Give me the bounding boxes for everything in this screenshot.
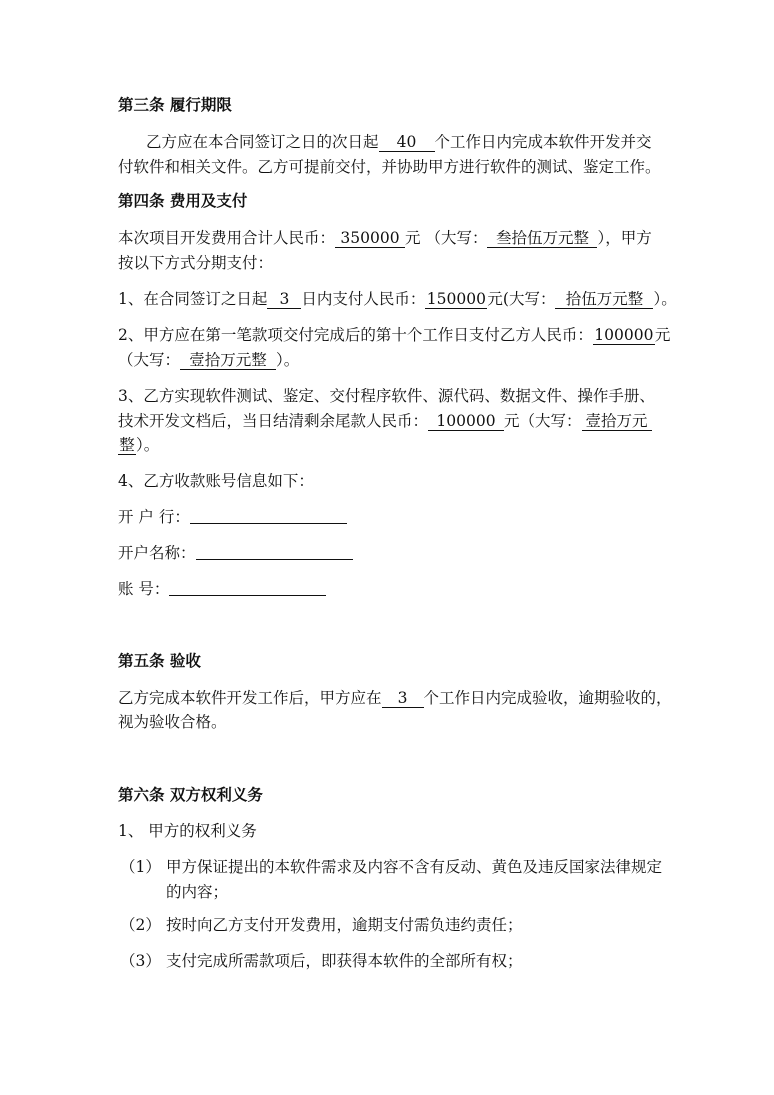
clause-3-number: （3）: [120, 952, 161, 970]
bank-blank-line: [190, 507, 347, 524]
installment-2-line1: [118, 324, 670, 346]
article-3-paragraph-line1: [146, 131, 652, 153]
installment-1-days: 3: [267, 290, 301, 309]
installment-3-line1: 3、乙方实现软件测试、鉴定、交付程序软件、源代码、数据文件、操作手册、: [118, 387, 655, 405]
clause-1-line2: 的内容；: [166, 883, 229, 901]
delivery-days-value: 40: [379, 133, 435, 152]
account-number-field-row: [118, 578, 326, 600]
installment-2-caps-label: （大写：: [118, 351, 181, 369]
clause-2-text: 按时向乙方支付开发费用，逾期支付需负违约责任；: [166, 916, 523, 934]
installment-1-text-b: 日内支付人民币：: [301, 290, 426, 308]
installment-2-line2: [118, 349, 299, 371]
installment-1-amount: 150000: [426, 290, 486, 308]
article-3-heading: 第三条 履行期限: [118, 96, 232, 114]
total-fee-line2: 按以下方式分期支付：: [118, 254, 274, 272]
article-5-text-b: 个工作日内完成验收，逾期验收的，: [423, 689, 672, 707]
account-name-field-row: [118, 542, 353, 564]
installment-1-text-a: 1、在合同签订之日起: [118, 290, 268, 308]
installment-2-unit: 元: [654, 326, 671, 344]
article-5-line1: [118, 687, 672, 709]
installment-3-caps-part2: 整: [119, 436, 135, 454]
total-fee-label: 本次项目开发费用合计人民币：: [118, 229, 336, 247]
installment-1-caps: 拾伍万元整: [555, 290, 653, 309]
total-fee-caps-label: 元 （大写：: [405, 229, 488, 247]
total-fee-tail: ），甲方: [597, 229, 652, 247]
installment-3-caps-label: 元（大写：: [504, 412, 582, 430]
article-4-heading: 第四条 费用及支付: [118, 192, 248, 210]
installment-2-caps: 壹拾万元整: [180, 351, 276, 370]
total-fee-caps: 叁拾伍万元整: [487, 229, 597, 248]
installment-1-caps-label: 元(大写：: [487, 290, 556, 308]
article-3-paragraph-line2: 付软件和相关文件。乙方可提前交付，并协助甲方进行软件的测试、鉴定工作。: [118, 158, 661, 176]
account-number-label: 账 号：: [118, 580, 170, 598]
acceptance-days-value: 3: [382, 689, 424, 708]
article-5-text-a: 乙方完成本软件开发工作后，甲方应在: [118, 689, 382, 707]
installment-3-tail: ）。: [136, 436, 160, 454]
total-fee-line: [118, 227, 652, 249]
installment-4: 4、乙方收款账号信息如下：: [118, 472, 314, 490]
party-a-rights-subheading: 1、 甲方的权利义务: [118, 822, 257, 840]
account-name-blank-line: [196, 543, 353, 560]
article-6-heading: 第六条 双方权利义务: [118, 786, 263, 804]
bank-field-row: [118, 506, 347, 528]
article-3-text-b: 个工作日内完成本软件开发并交: [434, 133, 652, 151]
installment-3-text-a: 技术开发文档后，当日结清剩余尾款人民币：: [118, 412, 429, 430]
installment-3-line3: [118, 434, 159, 456]
clause-2-number: （2）: [120, 916, 161, 934]
installment-2-text-a: 2、甲方应在第一笔款项交付完成后的第十个工作日支付乙方人民币：: [118, 326, 593, 344]
account-name-label: 开户名称：: [118, 544, 196, 562]
clause-1-number: （1）: [120, 858, 161, 876]
installment-2-tail: ）。: [276, 351, 300, 369]
installment-3-caps-part1: 壹拾万元: [582, 412, 652, 431]
total-fee-amount: 350000: [335, 229, 405, 248]
article-3-text-a: 乙方应在本合同签订之日的次日起: [146, 133, 379, 151]
installment-1: [118, 288, 677, 310]
account-number-blank-line: [169, 579, 326, 596]
article-5-heading: 第五条 验收: [118, 652, 201, 670]
installment-3-line2: [118, 410, 652, 432]
bank-label: 开 户 行：: [118, 508, 190, 526]
installment-3-amount: 100000: [428, 412, 504, 431]
article-5-line2: 视为验收合格。: [118, 713, 227, 731]
installment-1-tail: ）。: [653, 290, 677, 308]
installment-2-amount: 100000: [594, 326, 654, 344]
clause-1-line1: 甲方保证提出的本软件需求及内容不含有反动、黄色及违反国家法律规定: [166, 858, 663, 876]
clause-3-text: 支付完成所需款项后，即获得本软件的全部所有权；: [166, 952, 523, 970]
